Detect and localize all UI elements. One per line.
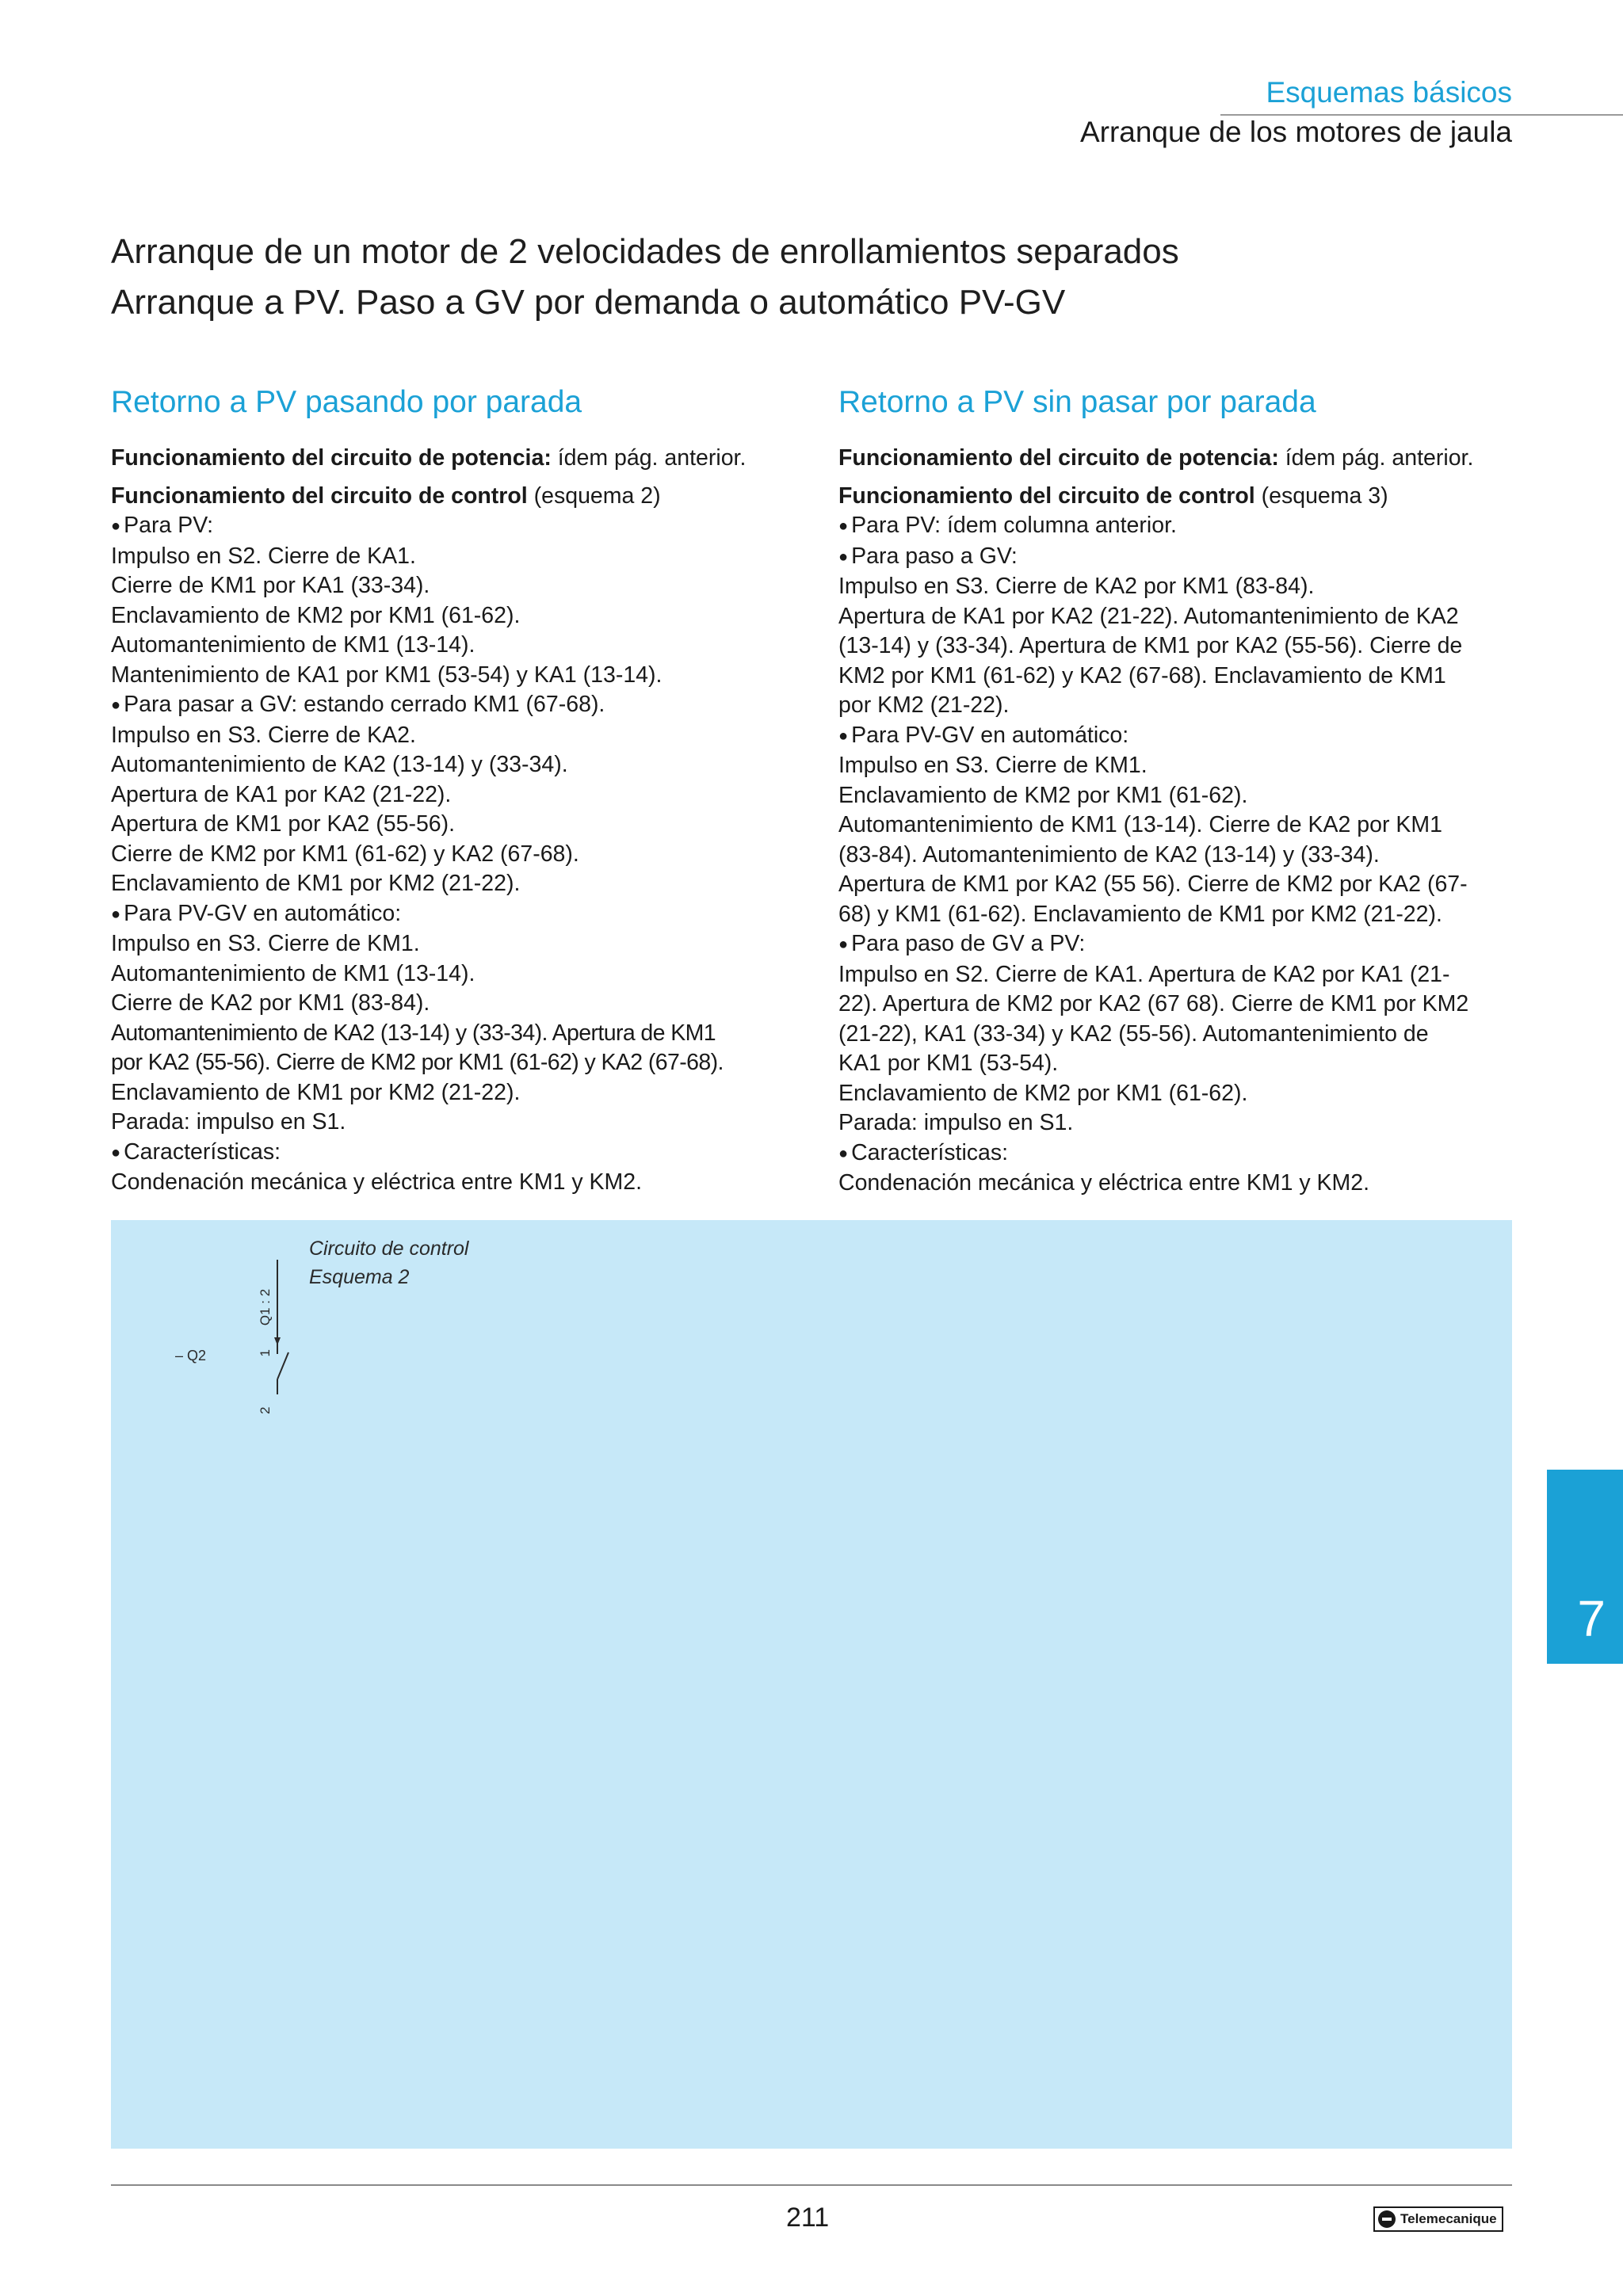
bullet-icon: ● [838,547,849,566]
right-text-line-content: Automantenimiento de KM1 (13-14). Cierre de KA2 por KM1 [838,812,1442,837]
left-control-paragraph [111,482,792,512]
left-power-rest: ídem pág. anterior. [551,445,747,471]
right-text-line-content: Apertura de KA1 por KA2 (21-22). Automantenimiento de KA2 [838,603,1459,629]
page-title-line2: Arranque a PV. Paso a GV por demanda o automático PV-GV [111,283,1066,322]
right-text-line-content: Para PV-GV en automático: [851,722,1129,748]
left-text-line [111,899,792,930]
left-lines [111,511,792,1198]
right-text-line-content: Impulso en S2. Cierre de KA1. Apertura de KA2 por KA1 (21- [838,961,1450,987]
header-subsection: Arranque de los motores de jaula [1079,116,1512,148]
telemecanique-logo [1373,2206,1503,2232]
right-text-line [838,1108,1520,1138]
right-text-line-content: Impulso en S3. Cierre de KA2 por KM1 (83-84). [838,574,1315,599]
left-text-line [111,511,792,542]
telemecanique-logo-icon [1378,2210,1396,2228]
diagram-caption: Esquema 2 [309,1266,410,1288]
right-text-line [838,662,1520,692]
right-text-line-content: (21-22), KA1 (33-34) y KA2 (55-56). Automantenimiento de [838,1020,1429,1047]
left-text-line [111,1168,792,1198]
bullet-icon: ● [838,727,849,745]
left-text-line [111,1078,792,1108]
left-text-line-content: Apertura de KA1 por KA2 (21-22). [111,781,452,807]
left-text-line-content: Cierre de KM1 por KA1 (33-34). [111,573,430,598]
right-text-line-content: Condenación mecánica y eléctrica entre KM1 y KM2. [838,1170,1370,1196]
left-text-line [111,601,792,631]
left-text-line-content: Impulso en S2. Cierre de KA1. [111,543,416,569]
right-text-line [838,960,1520,990]
right-text-line [838,929,1520,960]
right-text-line-content: KM2 por KM1 (61-62) y KA2 (67-68). Enclavamiento de KM1 [838,662,1446,688]
right-text-line [838,542,1520,573]
bullet-icon: ● [838,936,849,953]
left-text-line-content: por KA2 (55-56). Cierre de KM2 por KM1 (61-62) y KA2 (67-68). [111,1050,724,1075]
left-text-line-content: Automantenimiento de KA2 (13-14) y (33-34). [111,752,568,777]
chapter-tab-number: 7 [1577,1590,1606,1647]
left-text-line-content: Para PV-GV en automático: [124,900,402,926]
left-text-line [111,542,792,572]
right-text-line [838,781,1520,811]
bullet-icon: ● [838,1144,849,1162]
right-power-rest: ídem pág. anterior. [1278,445,1474,471]
right-lines [838,511,1520,1199]
left-text-line [111,571,792,601]
right-text-line-content: 22). Apertura de KM2 por KA2 (67 68). Cierre de KM1 por KM2 [838,991,1469,1016]
right-text-line [838,751,1520,781]
right-control-paragraph [838,482,1520,512]
right-text-line [838,602,1520,632]
left-text-line [111,869,792,899]
right-text-line-content: 68) y KM1 (61-62). Enclavamiento de KM1 por KM2 (21-22). [838,901,1442,927]
left-power-paragraph [111,444,792,474]
right-text-line-content: Apertura de KM1 por KA2 (55 56). Cierre de KM2 por KA2 (67- [838,871,1468,897]
right-text-line [838,1079,1520,1109]
left-text-line [111,1108,792,1138]
right-text-line [838,990,1520,1020]
right-text-line-content: Para paso a GV: [851,543,1018,569]
right-text-line [838,870,1520,900]
right-text-line-content: Enclavamiento de KM2 por KM1 (61-62). [838,1080,1248,1106]
left-text-line-content: Enclavamiento de KM1 por KM2 (21-22). [111,871,521,896]
right-text-line-content: Características: [851,1139,1009,1165]
left-text-line-content: Para pasar a GV: estando cerrado KM1 (67-68). [124,692,605,717]
left-text-line-content: Automantenimiento de KM1 (13-14). [111,960,475,986]
left-text-line-content: Cierre de KM2 por KM1 (61-62) y KA2 (67-68). [111,841,579,867]
right-control-bold: Funcionamiento del circuito de control [838,482,1255,509]
left-text-line [111,959,792,990]
left-text-line-content: Automantenimiento de KA2 (13-14) y (33-34). Apertura de KM1 [111,1020,716,1046]
left-text-line-content: Parada: impulso en S1. [111,1109,346,1135]
right-text-line [838,810,1520,841]
left-text-line [111,810,792,840]
left-text-line [111,631,792,661]
right-text-line-content: Enclavamiento de KM2 por KM1 (61-62). [838,782,1248,808]
page-title [111,227,1522,328]
right-text-line [838,841,1520,871]
right-heading: Retorno a PV sin pasar por parada [838,385,1316,419]
right-text-line [838,1138,1520,1169]
diagram-caption: Circuito de control [309,1238,469,1260]
right-text-line-content: Parada: impulso en S1. [838,1110,1074,1135]
right-text-line [838,631,1520,662]
chapter-tab [1547,1470,1623,1664]
left-text-line [111,750,792,780]
cross-reference: Q1 : 2 [258,1288,273,1326]
page-title-line1: Arranque de un motor de 2 velocidades de enrollamientos separados [111,232,1179,271]
left-text-line [111,1048,792,1078]
left-text-line [111,1019,792,1049]
left-text-line-content: Enclavamiento de KM1 por KM2 (21-22). [111,1079,521,1105]
left-text-line-content: Automantenimiento de KM1 (13-14). [111,632,475,658]
right-text-line-content: Para PV: ídem columna anterior. [851,513,1177,538]
left-text-line-content: Impulso en S3. Cierre de KA2. [111,722,416,748]
right-text-line [838,1020,1520,1050]
bullet-icon: ● [111,517,121,535]
left-text-line [111,690,792,721]
left-text-line [111,661,792,691]
left-text-line-content: Mantenimiento de KA1 por KM1 (53-54) y KA1 (13-14). [111,662,663,688]
right-text-line [838,900,1520,930]
left-power-bold: Funcionamiento del circuito de potencia: [111,445,552,471]
telemecanique-logo-text: Telemecanique [1400,2211,1497,2226]
schematic-d2 [175,1238,470,1414]
terminal-number: 1 [258,1349,273,1357]
left-heading: Retorno a PV pasando por parada [111,385,582,419]
bullet-icon: ● [838,517,849,535]
left-text-line [111,840,792,870]
left-control-bold: Funcionamiento del circuito de control [111,482,528,509]
right-text-line [838,721,1520,752]
left-column [111,379,792,1198]
bullet-icon: ● [111,1143,121,1161]
control-circuit-diagrams [111,1220,1512,2149]
page-number: 211 [786,2203,830,2233]
right-power-paragraph [838,444,1520,474]
footer-rule [111,2184,1512,2186]
right-text-line-content: KA1 por KM1 (53-54). [838,1051,1059,1076]
left-text-line [111,989,792,1019]
left-text-line-content: Enclavamiento de KM2 por KM1 (61-62). [111,602,521,628]
header-section: Esquemas básicos [1266,76,1512,109]
right-text-line-content: Impulso en S3. Cierre de KM1. [838,753,1148,778]
bullet-icon: ● [111,905,121,923]
bullet-icon: ● [111,696,121,714]
right-text-line-content: (13-14) y (33-34). Apertura de KM1 por KA2 (55-56). Cierre de [838,633,1463,658]
left-text-line-content: Apertura de KM1 por KA2 (55-56). [111,811,456,837]
left-control-rest: (esquema 2) [527,482,661,509]
right-text-line [838,572,1520,602]
left-text-line-content: Impulso en S3. Cierre de KM1. [111,931,420,956]
left-text-line-content: Condenación mecánica y eléctrica entre KM1 y KM2. [111,1169,643,1195]
left-text-line-content: Para PV: [124,513,214,538]
right-control-rest: (esquema 3) [1254,482,1388,509]
right-text-line-content: por KM2 (21-22). [838,692,1010,718]
right-text-line [838,1169,1520,1199]
left-text-line [111,1138,792,1169]
right-column [838,379,1520,1199]
left-text-line-content: Características: [124,1138,281,1165]
terminal-number: 2 [258,1406,273,1414]
left-text-line [111,780,792,810]
left-text-line [111,721,792,751]
right-text-line [838,1049,1520,1079]
left-text-line-content: Cierre de KA2 por KM1 (83-84). [111,990,430,1016]
right-power-bold: Funcionamiento del circuito de potencia: [838,445,1279,471]
diagram-panel [111,1220,1512,2149]
left-text-line [111,929,792,959]
right-text-line [838,511,1520,542]
right-text-line-content: (83-84). Automantenimiento de KA2 (13-14) y (33-34). [838,841,1380,868]
right-text-line-content: Para paso de GV a PV: [851,931,1086,956]
wire [277,1352,288,1379]
right-text-line [838,691,1520,721]
device-label: – Q2 [174,1348,206,1363]
